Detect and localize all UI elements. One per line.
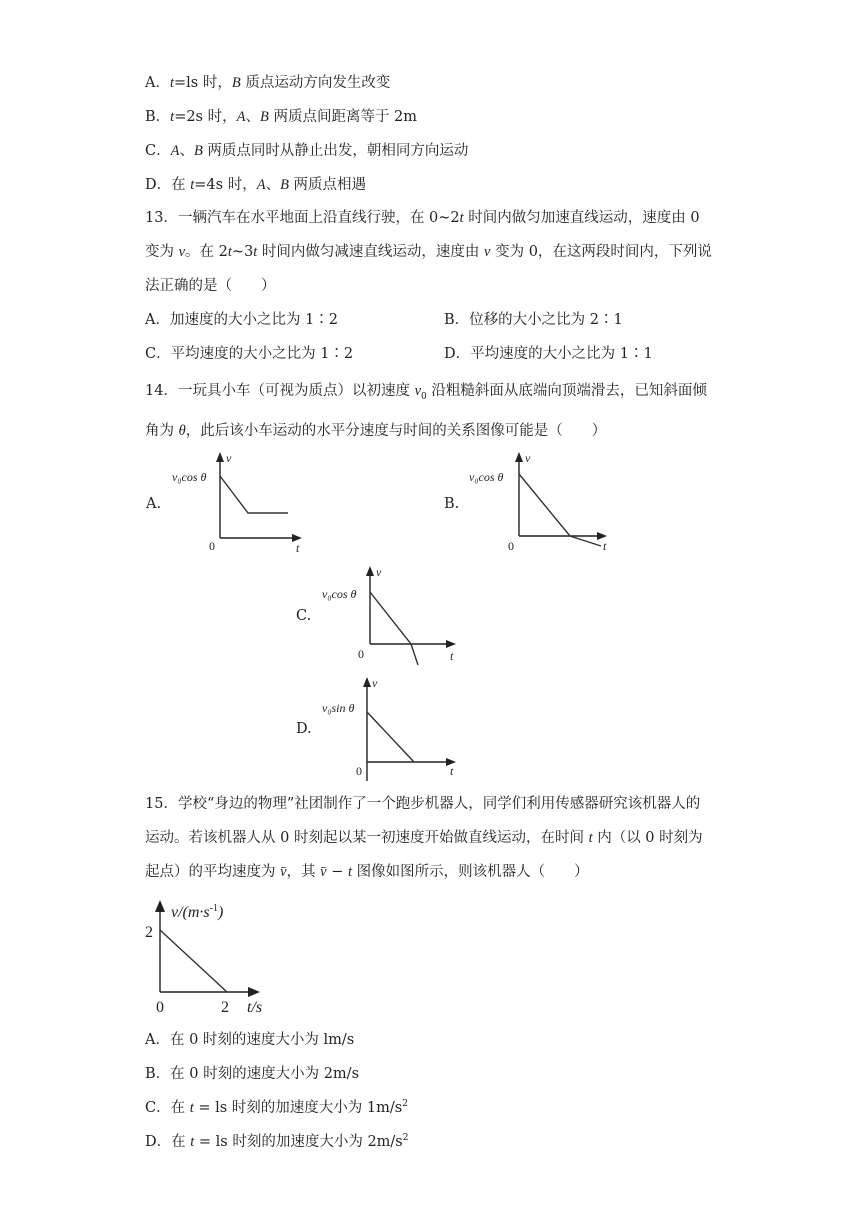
var: θ bbox=[178, 423, 186, 439]
q14-graph-d-letter: D. bbox=[296, 721, 312, 737]
q15-graph bbox=[140, 896, 300, 1021]
var: t bbox=[227, 244, 232, 260]
y-axis-label bbox=[171, 903, 223, 921]
var: A bbox=[256, 177, 266, 193]
q13-stem-line3 bbox=[145, 276, 276, 296]
origin-label: 0 bbox=[156, 999, 164, 1016]
text: 内（以 0 时刻为 bbox=[592, 830, 703, 846]
y-axis-arrow bbox=[155, 900, 165, 912]
text: A．在 0 时刻的速度大小为 lm/s bbox=[145, 1032, 355, 1048]
q15-option-a bbox=[145, 1030, 354, 1050]
text: 。在 2 bbox=[185, 244, 228, 260]
subscript: 0 bbox=[421, 391, 427, 402]
q14-stem-line1 bbox=[145, 381, 707, 401]
q14-graph-c-letter: C. bbox=[296, 608, 312, 624]
text: 、 bbox=[265, 177, 281, 193]
y-intercept-label: v₀cos θ bbox=[322, 587, 357, 601]
text: =4s 时， bbox=[194, 177, 257, 193]
origin-label: 0 bbox=[209, 539, 215, 553]
var: B bbox=[193, 143, 203, 159]
y-axis-text: v/(m·s bbox=[171, 904, 210, 921]
q14-graph-c bbox=[320, 562, 470, 672]
text: 15．学校“身边的物理”社团制作了一个跑步机器人，同学们利用传感器研究该机器人的 bbox=[145, 796, 701, 812]
axis-v-label: v bbox=[226, 451, 232, 465]
text: 起点）的平均速度为 bbox=[145, 864, 281, 880]
velocity-curve bbox=[367, 712, 414, 762]
var: t bbox=[190, 1134, 195, 1150]
var: v̄ bbox=[280, 864, 287, 880]
var: B bbox=[280, 177, 289, 193]
q15-option-c bbox=[145, 1098, 408, 1118]
axis-v-label: v bbox=[372, 676, 378, 690]
velocity-curve bbox=[519, 474, 601, 546]
text: B．位移的大小之比为 2∶1 bbox=[444, 312, 623, 328]
q12-option-b bbox=[145, 107, 417, 127]
q15-option-d bbox=[145, 1132, 408, 1152]
origin-label: 0 bbox=[508, 539, 514, 553]
q13-option-b bbox=[444, 310, 623, 330]
q13-option-a bbox=[145, 310, 338, 330]
q15-stem-line3 bbox=[145, 862, 589, 882]
text: − bbox=[326, 864, 348, 880]
text: C．平均速度的大小之比为 1∶2 bbox=[145, 346, 354, 362]
superscript: 2 bbox=[402, 1133, 409, 1144]
text: A．加速度的大小之比为 1∶2 bbox=[145, 312, 339, 328]
var: v bbox=[178, 244, 186, 260]
y-axis-arrow bbox=[363, 677, 371, 687]
var: B bbox=[231, 75, 241, 91]
var: v bbox=[484, 244, 491, 260]
axis-t-label: t bbox=[296, 541, 300, 555]
text: ~3 bbox=[231, 244, 254, 260]
text: 时间内做匀减速直线运动，速度由 bbox=[257, 244, 485, 260]
text: ，其 bbox=[286, 864, 321, 880]
var: t bbox=[190, 177, 195, 193]
q14-graph-b bbox=[467, 450, 617, 560]
text: 两质点相遇 bbox=[288, 177, 367, 193]
text: C．在 bbox=[145, 1100, 190, 1116]
q14-graph-a bbox=[170, 450, 310, 560]
text: 14．一玩具小车（可视为质点）以初速度 bbox=[145, 383, 415, 399]
text: D．在 bbox=[145, 1134, 191, 1150]
text: 变为 0，在这两段时间内，下列说 bbox=[490, 244, 712, 260]
q13-option-c bbox=[145, 344, 353, 364]
y-axis-close: ) bbox=[218, 904, 224, 921]
q13-stem-line1 bbox=[145, 208, 700, 228]
y-axis-exponent: -1 bbox=[209, 903, 218, 914]
var: t bbox=[459, 210, 464, 226]
y-tick-label: 2 bbox=[145, 924, 153, 941]
text: B．在 0 时刻的速度大小为 2m/s bbox=[145, 1066, 360, 1082]
q12-option-d bbox=[145, 175, 366, 195]
text: 两质点间距离等于 2m bbox=[268, 109, 418, 125]
origin-label: 0 bbox=[356, 764, 362, 778]
text: = ls 时刻的加速度大小为 1m/s bbox=[193, 1100, 403, 1116]
q14-stem-line2 bbox=[145, 421, 606, 441]
var: A bbox=[236, 109, 246, 125]
y-axis-arrow bbox=[216, 452, 224, 462]
q13-option-d bbox=[444, 344, 653, 364]
option-label: B． bbox=[145, 109, 171, 125]
x-tick-label: 2 bbox=[221, 999, 229, 1016]
q14-graph-b-letter: B. bbox=[444, 496, 460, 512]
q12-option-a bbox=[145, 73, 390, 93]
var: t bbox=[189, 1100, 194, 1116]
vbar-t-line bbox=[160, 930, 227, 992]
option-label: D．在 bbox=[145, 177, 191, 193]
text: 时间内做匀加速直线运动，速度由 0 bbox=[463, 210, 700, 226]
var: t bbox=[588, 830, 593, 846]
text: 质点运动方向发生改变 bbox=[240, 75, 391, 91]
q14-graph-a-letter: A. bbox=[146, 496, 162, 512]
q15-option-b bbox=[145, 1064, 359, 1084]
text: 图像如图所示，则该机器人（ ） bbox=[352, 864, 589, 880]
y-intercept-label: v₀cos θ bbox=[469, 470, 504, 484]
text: 、 bbox=[245, 109, 260, 125]
text: = ls 时刻的加速度大小为 2m/s bbox=[194, 1134, 403, 1150]
q12-option-c bbox=[145, 141, 468, 161]
x-axis-label: t/s bbox=[247, 999, 263, 1016]
axis-v-label: v bbox=[376, 565, 382, 579]
y-axis-arrow bbox=[366, 566, 374, 576]
x-axis-arrow bbox=[248, 987, 260, 997]
text: =2s 时， bbox=[174, 109, 237, 125]
var: A bbox=[170, 143, 180, 159]
text: 13．一辆汽车在水平地面上沿直线行驶，在 0~2 bbox=[145, 210, 460, 226]
origin-label: 0 bbox=[358, 647, 364, 661]
q15-stem-line2 bbox=[145, 828, 703, 848]
var: v bbox=[414, 383, 421, 399]
text: 两质点同时从静止出发，朝相同方向运动 bbox=[202, 143, 469, 159]
text: =ls 时， bbox=[174, 75, 232, 91]
y-intercept-label: v₀sin θ bbox=[322, 701, 355, 715]
text: 法正确的是（ ） bbox=[145, 278, 276, 294]
axis-v-label: v bbox=[525, 451, 531, 465]
y-intercept-label: v₀cos θ bbox=[172, 470, 207, 484]
var: t bbox=[347, 864, 352, 880]
q14-graph-d bbox=[320, 675, 470, 785]
option-label: C． bbox=[145, 143, 171, 159]
text: 运动。若该机器人从 0 时刻起以某一初速度开始做直线运动，在时间 bbox=[145, 830, 589, 846]
axis-t-label: t bbox=[603, 539, 607, 553]
var: v̄ bbox=[320, 864, 327, 880]
q13-stem-line2 bbox=[145, 242, 712, 262]
x-axis-arrow bbox=[446, 640, 456, 648]
q15-stem-line1 bbox=[145, 794, 700, 814]
text: 沿粗糙斜面从底端向顶端滑去，已知斜面倾 bbox=[426, 383, 707, 399]
superscript: 2 bbox=[402, 1099, 408, 1110]
text: D．平均速度的大小之比为 1∶1 bbox=[444, 346, 653, 362]
text: 变为 bbox=[145, 244, 179, 260]
text: 、 bbox=[179, 143, 194, 159]
axis-t-label: t bbox=[450, 764, 454, 778]
velocity-curve bbox=[220, 476, 288, 513]
var: B bbox=[259, 109, 269, 125]
velocity-curve bbox=[370, 592, 418, 665]
var: t bbox=[253, 244, 258, 260]
option-label: A． bbox=[145, 75, 170, 91]
axis-t-label: t bbox=[450, 649, 454, 663]
text: ，此后该小车运动的水平分速度与时间的关系图像可能是（ ） bbox=[185, 423, 607, 439]
y-axis-arrow bbox=[515, 452, 523, 462]
var: t bbox=[170, 109, 175, 125]
var: t bbox=[169, 75, 175, 91]
text: 角为 bbox=[145, 423, 179, 439]
